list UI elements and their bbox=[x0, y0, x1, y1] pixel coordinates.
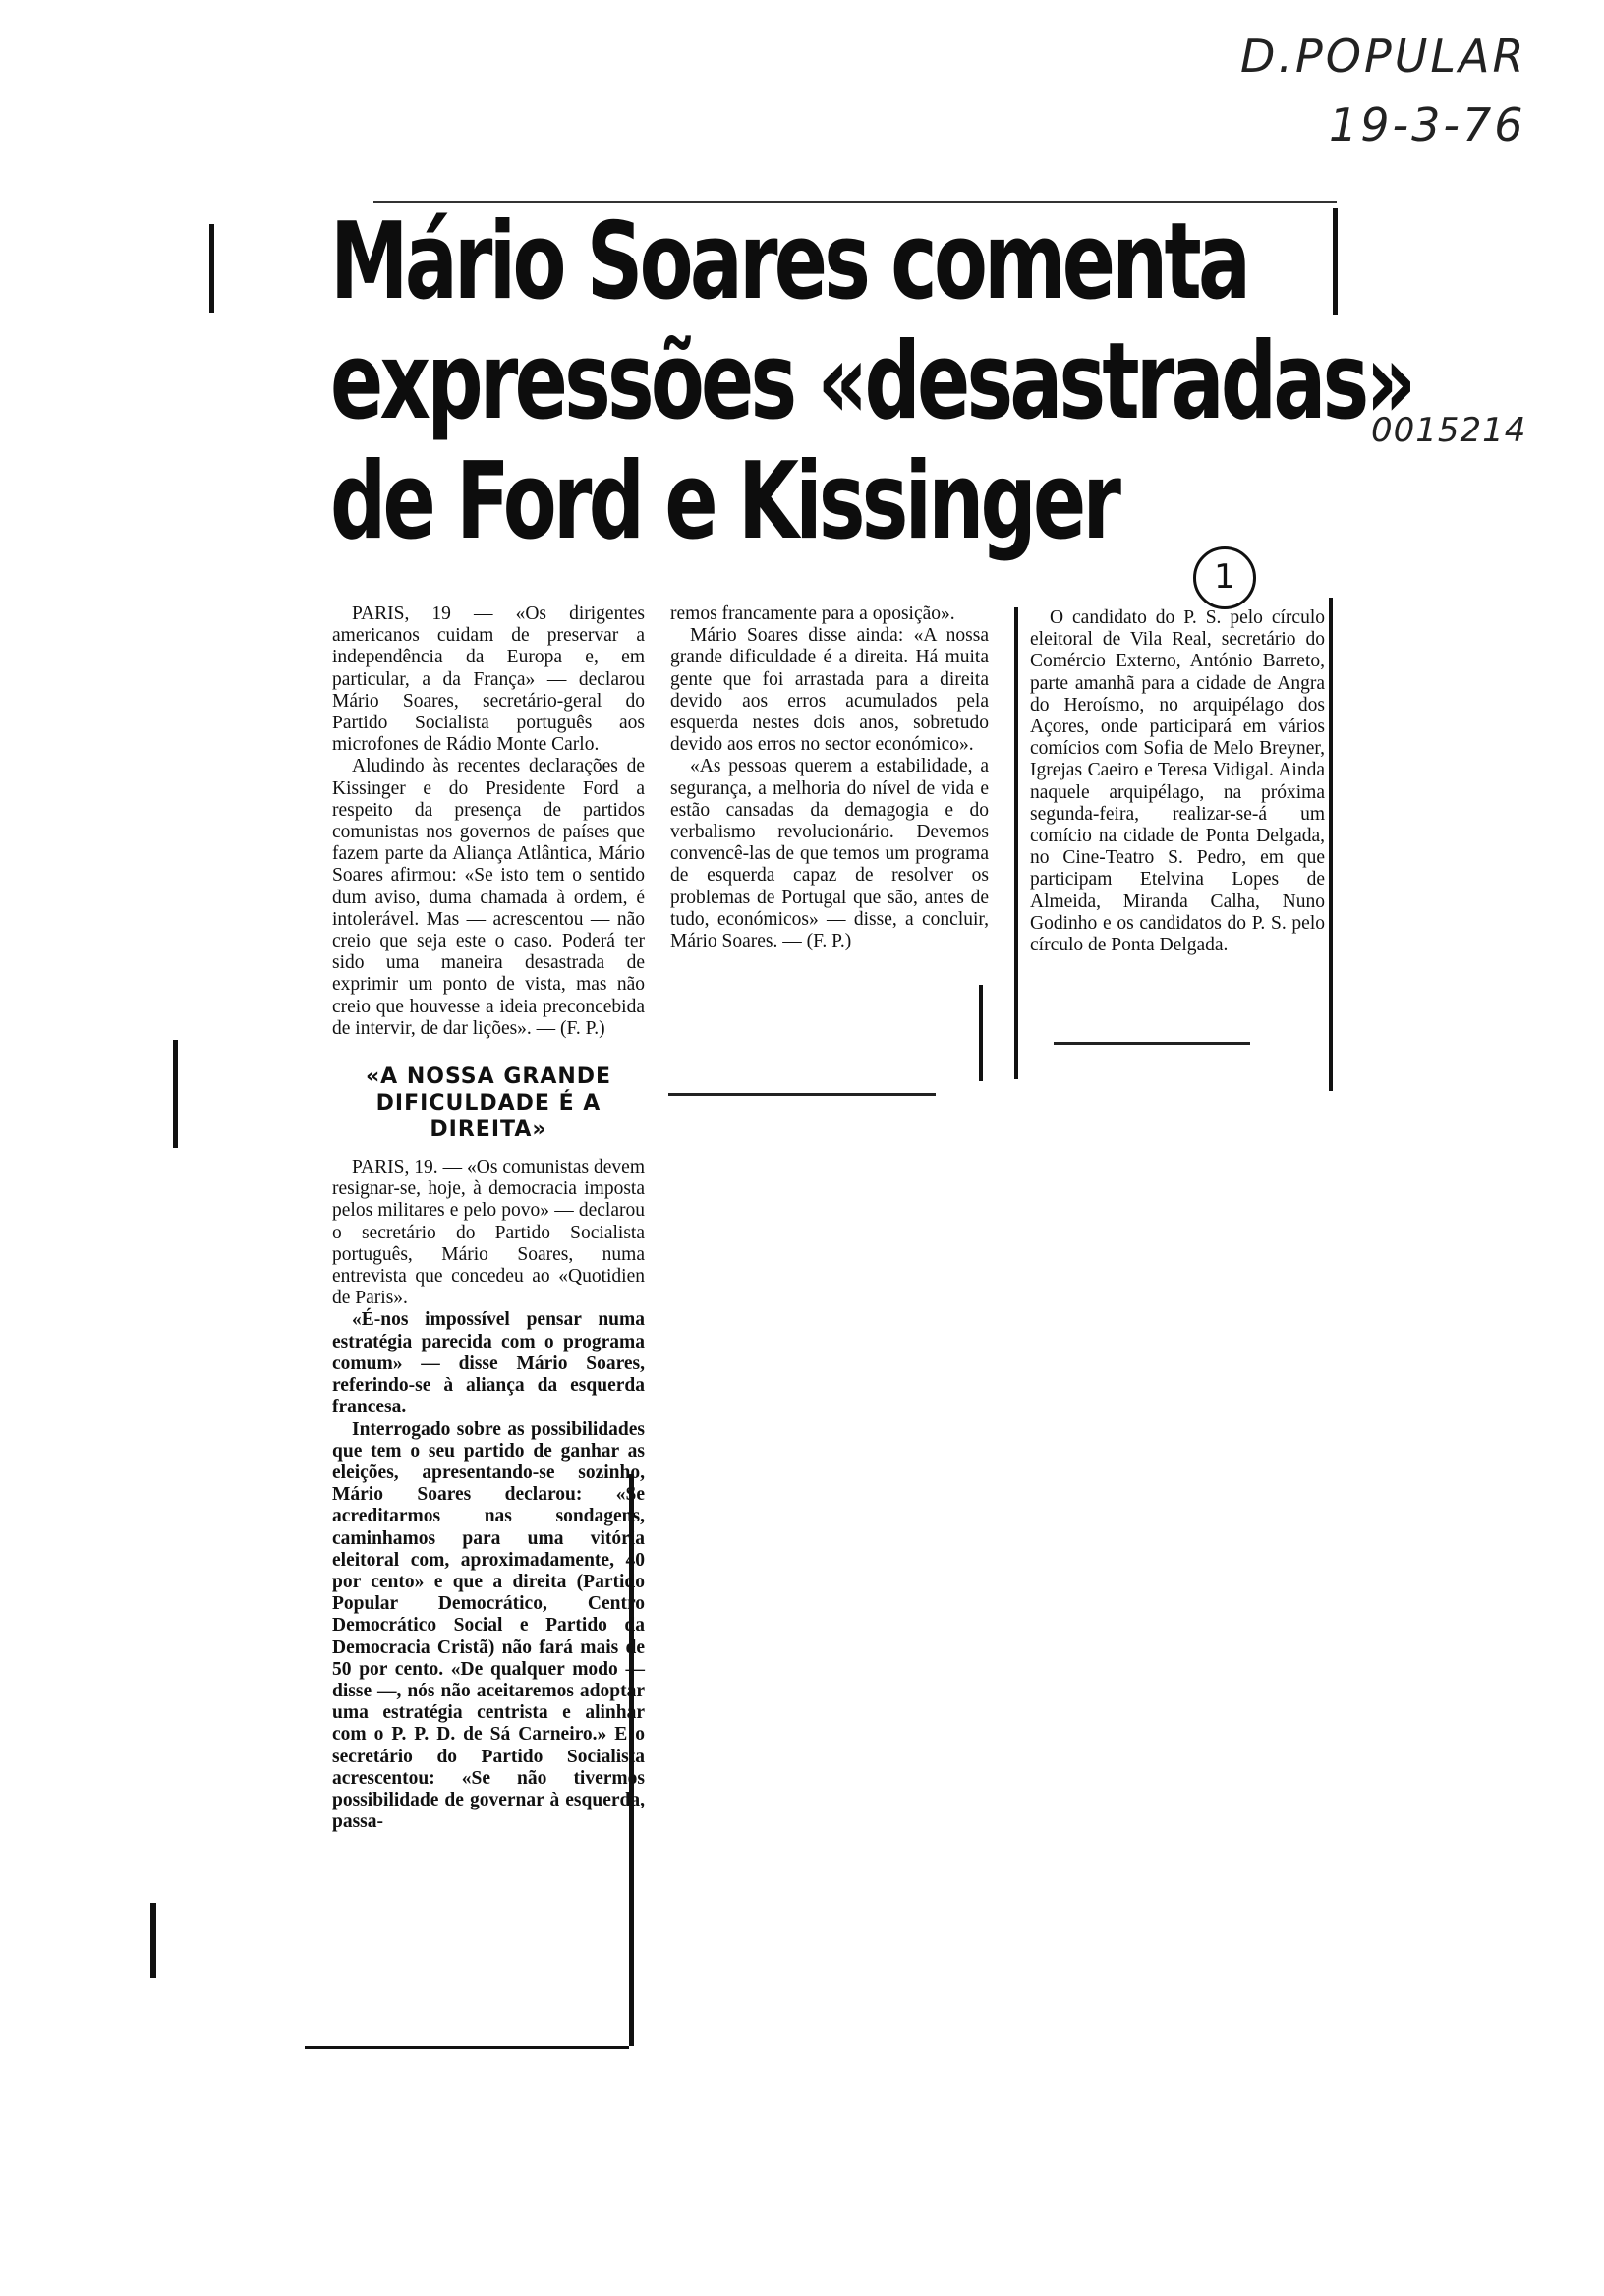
circled-number-text: 1 bbox=[1214, 557, 1235, 597]
section-subhead: «A NOSSA GRANDE DIFICULDADE É A DIREITA» bbox=[365, 1064, 612, 1143]
source-annotation: D.POPULAR bbox=[1240, 29, 1527, 83]
article-column-2 bbox=[670, 603, 989, 952]
clip-border-bottom bbox=[305, 2046, 629, 2049]
col1-paragraph-3: PARIS, 19. — «Os comunistas devem resignar-se, hoje, à democracia imposta pelos militares e pelo povo» — declarou o secretário do Partido Socialista português, Mário Soares, numa entrevista que concedeu ao «Quotidien de Paris». bbox=[332, 1157, 645, 1309]
archive-number-annotation: 0015214 bbox=[1371, 411, 1527, 450]
col2-bracket bbox=[979, 985, 983, 1081]
box-border-left bbox=[1014, 607, 1018, 1079]
col1-paragraph-1: PARIS, 19 — «Os dirigentes americanos cuidam de preservar a independência da Europa e, em particular, a da França» — declarou Mário Soares, secretário-geral do Partido Socialista português aos microfones de Rádio Monte Carlo. bbox=[332, 603, 645, 756]
col1-paragraph-5: Interrogado sobre as possibilidades que tem o seu partido de ganhar as eleições, apresentando-se sozinho, Mário Soares declarou: «Se acreditarmos nas sondagens, caminhamos para uma vitória eleitoral com, aproximadamente, 40 por cento» e que a direita (Partido Popular Democrático, Centro Democrático Social e Partido da Democracia Cristã) não fará mais de 50 por cento. «De qualquer modo — disse —, nós não aceitaremos adoptar uma estratégia centrista e alinhar com o P. P. D. de Sá Carneiro.» E o secretário do Partido Socialista acrescentou: «Se não tivermos possibilidade de governar à esquerda, passa- bbox=[332, 1418, 645, 1833]
col1-paragraph-4: «É-nos impossível pensar numa estratégia parecida com o programa comum» — disse Mário Soares, referindo-se à aliança da esquerda francesa. bbox=[332, 1309, 645, 1418]
margin-tick-2 bbox=[173, 1040, 178, 1148]
col2-paragraph-1: remos francamente para a oposição». bbox=[670, 603, 955, 624]
headline-line-1: Mário Soares comenta bbox=[330, 201, 1248, 323]
margin-tick-1 bbox=[209, 224, 214, 313]
col3-paragraph-1: O candidato do P. S. pelo círculo eleitoral de Vila Real, secretário do Comércio Externo, António Barreto, parte amanhã para a cidade de Angra do Heroísmo, no arquipélago dos Açores, onde participará em vários comícios com Sofia de Melo Breyner, Igrejas Caeiro e Teresa Vidigal. Ainda naquele arquipélago, na próxima segunda-feira, realizar-se-á um comício na cidade de Ponta Delgada, no Cine-Teatro S. Pedro, em que participam Etelvina Lopes de Almeida, Miranda Calha, Nuno Godinho e os candidatos do P. S. pelo círculo de Ponta Delgada. bbox=[1030, 607, 1325, 956]
article-column-3-boxed bbox=[1030, 607, 1325, 956]
col1-paragraph-2: Aludindo às recentes declarações de Kissinger e do Presidente Ford a respeito da presença de partidos comunistas nos governos de países que fazem parte da Aliança Atlântica, Mário Soares afirmou: «Se isto tem o sentido dum aviso, duma chamada à ordem, é intolerável. Mas — acrescentou — não creio que seja este o caso. Poderá ter sido uma maneira desastrada de exprimir um ponto de vista, mas não creio que houvesse a ideia preconcebida de intervir, de dar lições». — (F. P.) bbox=[332, 756, 645, 1039]
box-border-right bbox=[1329, 598, 1333, 1091]
hand-underline-2 bbox=[1054, 1042, 1250, 1045]
col2-paragraph-2: Mário Soares disse ainda: «A nossa grande dificuldade é a direita. Há muita gente que foi arrastada para a direita devido aos erros acumulados pela esquerda nestes dois anos, sobretudo devido aos erros no sector económico». bbox=[670, 625, 989, 756]
headline-line-2: expressões «desastradas» bbox=[330, 320, 1413, 443]
clip-border-right-top bbox=[1333, 208, 1338, 315]
headline-line-3: de Ford e Kissinger bbox=[330, 440, 1118, 563]
headline bbox=[330, 201, 1413, 563]
col2-paragraph-3: «As pessoas querem a estabilidade, a segurança, a melhoria do nível de vida e estão cansadas da demagogia e do verbalismo revolucionário. Devemos convencê-las de que temos um programa de esquerda capaz de resolver os problemas de Portugal que são, antes de tudo, económicos» — disse, a concluir, Mário Soares. — (F. P.) bbox=[670, 756, 989, 952]
date-annotation: 19-3-76 bbox=[1329, 98, 1526, 151]
circled-number-mark bbox=[1193, 546, 1256, 609]
hand-underline-1 bbox=[668, 1093, 936, 1096]
article-column-1 bbox=[332, 603, 645, 1833]
margin-tick-3 bbox=[150, 1903, 156, 1978]
